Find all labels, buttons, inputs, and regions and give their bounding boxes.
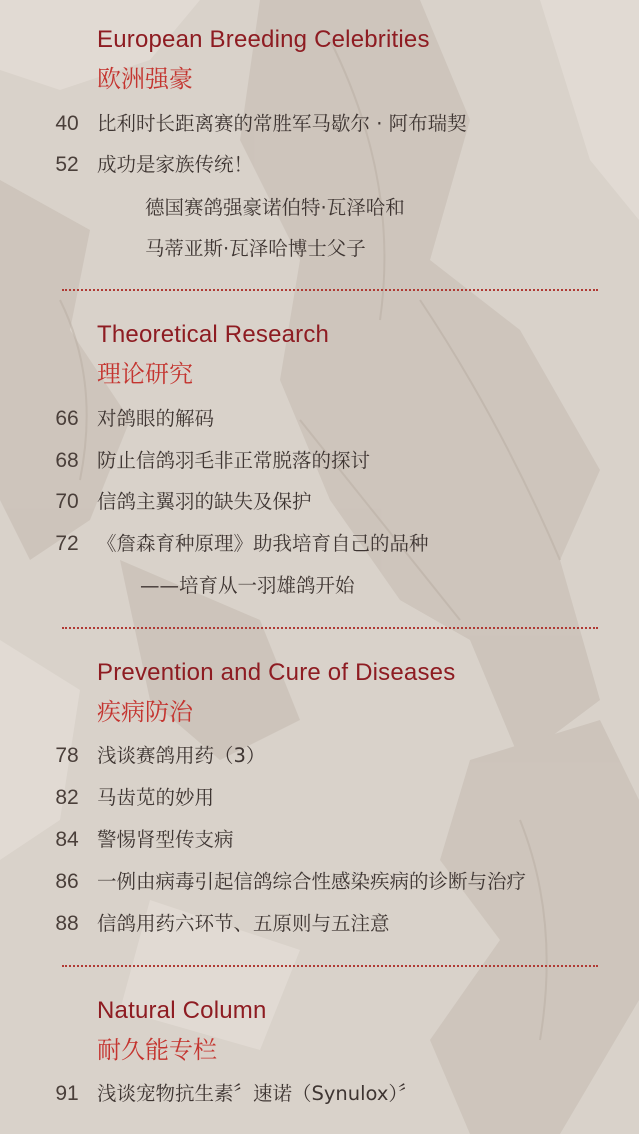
page-number: 88: [55, 912, 79, 935]
toc-entry[interactable]: [0, 527, 639, 561]
entry-subtitle: 德国赛鸽强豪诺伯特·瓦泽哈和: [145, 196, 405, 219]
section-divider: [62, 965, 598, 967]
section-divider: [62, 289, 598, 291]
entry-title: 信鸽用药六环节、五原则与五注意: [97, 912, 390, 935]
section-heading-cn: 耐久能专栏: [97, 1036, 217, 1064]
entry-title: 一例由病毒引起信鸽综合性感染疾病的诊断与治疗: [97, 870, 527, 893]
entry-title: 马齿苋的妙用: [97, 786, 215, 809]
section-heading-cn: 疾病防治: [97, 698, 193, 726]
entry-title: 警惕肾型传支病: [97, 828, 234, 851]
entry-title: 信鸽主翼羽的缺失及保护: [97, 490, 312, 513]
page-number: 91: [55, 1082, 79, 1105]
toc-entry[interactable]: [0, 107, 639, 141]
page-number: 52: [55, 153, 79, 176]
entry-title: 对鸽眼的解码: [97, 407, 215, 430]
page-number: 40: [55, 112, 79, 135]
section-heading-en: European Breeding Celebrities: [97, 26, 430, 53]
entry-title: 比利时长距离赛的常胜军马歇尔 · 阿布瑞契: [97, 112, 467, 135]
section-heading-en: Natural Column: [97, 997, 267, 1024]
page-number: 70: [55, 490, 79, 513]
page-number: 82: [55, 786, 79, 809]
entry-title: 浅谈赛鸽用药（3）: [97, 744, 266, 767]
toc-entry[interactable]: [0, 485, 639, 519]
entry-title: 《詹森育种原理》助我培育自己的品种: [97, 532, 429, 555]
toc-entry[interactable]: [0, 907, 639, 941]
section-divider: [62, 627, 598, 629]
entry-title: 成功是家族传统！: [97, 153, 254, 176]
entry-subtitle: 马蒂亚斯·瓦泽哈博士父子: [145, 237, 366, 260]
toc-entry[interactable]: [0, 781, 639, 815]
page-number: 66: [55, 407, 79, 430]
toc-entry[interactable]: [0, 402, 639, 436]
section-heading-cn: 理论研究: [97, 360, 193, 388]
page-number: 78: [55, 744, 79, 767]
toc-entry[interactable]: [0, 444, 639, 478]
section-heading-en: Prevention and Cure of Diseases: [97, 659, 456, 686]
entry-subtitle: ——培育从一羽雄鸽开始: [140, 574, 355, 597]
page-number: 84: [55, 828, 79, 851]
toc-entry[interactable]: [0, 739, 639, 773]
toc-entry[interactable]: [0, 1077, 639, 1111]
toc-entry[interactable]: [0, 148, 639, 182]
toc-entry[interactable]: [0, 823, 639, 857]
entry-title: 防止信鸽羽毛非正常脱落的探讨: [97, 449, 371, 472]
page-number: 86: [55, 870, 79, 893]
section-heading-en: Theoretical Research: [97, 321, 330, 348]
entry-title: 浅谈宠物抗生素〞速诺（Synulox）〞: [97, 1082, 418, 1105]
section-heading-cn: 欧洲强豪: [97, 65, 193, 93]
toc-entry[interactable]: [0, 865, 639, 899]
page-number: 68: [55, 449, 79, 472]
page-number: 72: [55, 532, 79, 555]
